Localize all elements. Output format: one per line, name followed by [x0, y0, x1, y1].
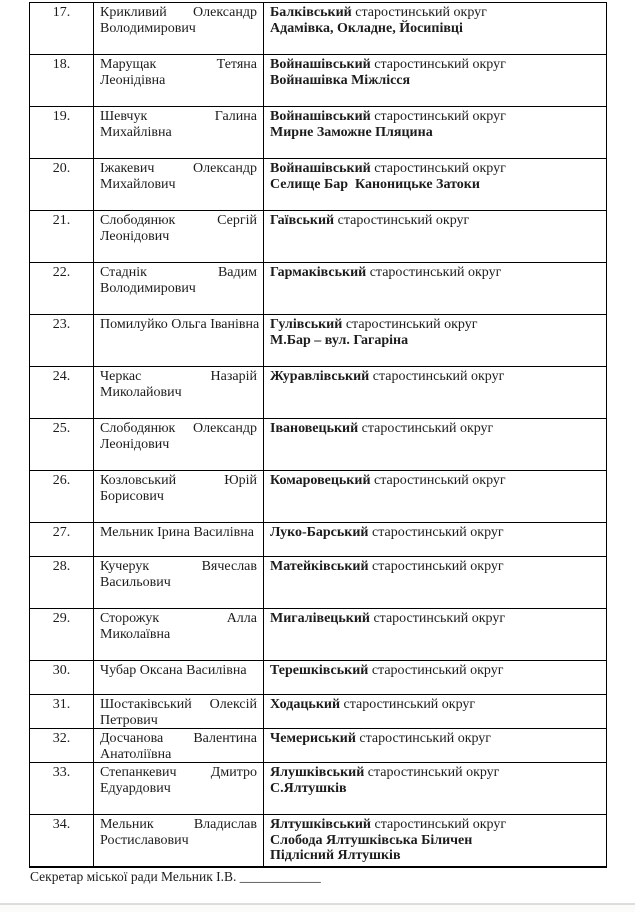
row-number-cell: 28.	[30, 557, 94, 609]
person-name-line: Мельник Владислав	[100, 817, 257, 832]
roster-table	[29, 2, 607, 868]
person-name-cell	[94, 159, 264, 211]
district-title: Журавлівський старостинський округ	[270, 369, 505, 384]
district-title: Чемериський старостинський округ	[270, 731, 492, 746]
district-cell	[264, 159, 607, 211]
person-name-cell	[94, 763, 264, 815]
person-name-cell	[94, 3, 264, 55]
secretary-signature-line	[30, 869, 321, 885]
district-cell	[264, 367, 607, 419]
person-name-line: Іжакевич Олександр	[100, 161, 257, 176]
table-row	[30, 695, 607, 729]
table-row	[30, 419, 607, 471]
table-row	[30, 55, 607, 107]
row-number-cell: 22.	[30, 263, 94, 315]
table-row	[30, 815, 607, 868]
person-name-line: Помилуйко Ольга Іванівна	[100, 317, 260, 332]
person-name-line: Михайлівна	[100, 124, 172, 140]
person-name-line: Марущак Тетяна	[100, 57, 257, 72]
table-row	[30, 763, 607, 815]
district-title: Івановецький старостинський округ	[270, 421, 494, 436]
district-cell	[264, 661, 607, 695]
district-settlements: С.Ялтушків	[270, 780, 347, 796]
table-row	[30, 609, 607, 661]
table-row	[30, 367, 607, 419]
row-number-cell: 30.	[30, 661, 94, 695]
table-row	[30, 523, 607, 557]
person-name-line: Досчанова Валентина	[100, 731, 257, 746]
person-name-cell	[94, 695, 264, 729]
person-name-line: Анатоліївна	[100, 746, 172, 762]
district-settlements: Підлісний Ялтушків	[270, 848, 401, 863]
district-settlements: Мирне Заможне Пляцина	[270, 124, 433, 140]
district-cell	[264, 55, 607, 107]
table-row	[30, 211, 607, 263]
person-name-line: Шостаківський Олексій	[100, 697, 257, 712]
person-name-line: Петрович	[100, 712, 158, 728]
person-name-cell	[94, 729, 264, 763]
row-number-cell: 29.	[30, 609, 94, 661]
row-number-cell: 21.	[30, 211, 94, 263]
person-name-line: Кучерук Вячеслав	[100, 559, 257, 574]
table-row	[30, 263, 607, 315]
district-title: Балківський старостинський округ	[270, 5, 487, 20]
row-number-cell: 18.	[30, 55, 94, 107]
district-title: Ялушківський старостинський округ	[270, 765, 500, 780]
district-title: Войнашівський старостинський округ	[270, 57, 506, 72]
district-title: Матейківський старостинський округ	[270, 559, 504, 574]
row-number-cell: 19.	[30, 107, 94, 159]
district-cell	[264, 3, 607, 55]
person-name-line: Володимирович	[100, 280, 196, 296]
person-name-cell	[94, 523, 264, 557]
person-name-line: Миколайович	[100, 384, 182, 400]
district-title: Ходацький старостинський округ	[270, 697, 476, 712]
person-name-line: Ростиславович	[100, 832, 189, 848]
person-name-line: Леонідівна	[100, 72, 166, 88]
district-cell	[264, 419, 607, 471]
signature-blank: ____________	[239, 869, 321, 884]
row-number-cell: 33.	[30, 763, 94, 815]
district-settlements: Войнашівка Міжлісся	[270, 72, 411, 88]
person-name-line: Шевчук Галина	[100, 109, 257, 124]
row-number-cell: 24.	[30, 367, 94, 419]
district-title: Гулівський старостинський округ	[270, 317, 478, 332]
row-number-cell: 17.	[30, 3, 94, 55]
person-name-cell	[94, 419, 264, 471]
district-cell	[264, 211, 607, 263]
person-name-cell	[94, 609, 264, 661]
page-bottom-edge	[0, 903, 635, 912]
person-name-cell	[94, 367, 264, 419]
person-name-line: Миколаївна	[100, 626, 171, 642]
district-title: Войнашівський старостинський округ	[270, 161, 506, 176]
district-title: Мигалівецький старостинський округ	[270, 611, 506, 626]
district-cell	[264, 107, 607, 159]
row-number-cell: 34.	[30, 815, 94, 868]
table-row	[30, 315, 607, 367]
person-name-line: Михайлович	[100, 176, 176, 192]
person-name-line: Козловський Юрій	[100, 473, 257, 488]
district-title: Ялтушківський старостинський округ	[270, 817, 507, 832]
district-title: Терешківський старостинський округ	[270, 663, 504, 678]
person-name-line: Слободянюк Сергій	[100, 213, 257, 228]
district-cell	[264, 815, 607, 868]
district-title: Войнашівський старостинський округ	[270, 109, 506, 124]
person-name-line: Васильович	[100, 574, 171, 590]
district-cell	[264, 523, 607, 557]
secretary-label: Секретар міської ради Мельник І.В.	[30, 869, 240, 884]
district-cell	[264, 471, 607, 523]
person-name-line: Сторожук Алла	[100, 611, 257, 626]
person-name-cell	[94, 557, 264, 609]
district-settlements: М.Бар – вул. Гагаріна	[270, 332, 409, 348]
person-name-line: Стаднік Вадим	[100, 265, 257, 280]
district-cell	[264, 729, 607, 763]
person-name-line: Черкас Назарій	[100, 369, 257, 384]
person-name-line: Слободянюк Олександр	[100, 421, 257, 436]
district-title: Гармаківський старостинський округ	[270, 265, 502, 280]
person-name-cell	[94, 471, 264, 523]
district-settlements: Селище Бар Каноницьке Затоки	[270, 176, 480, 192]
district-settlements: Слобода Ялтушківська Біличен	[270, 832, 473, 848]
person-name-line: Борисович	[100, 488, 164, 504]
district-cell	[264, 315, 607, 367]
row-number-cell: 26.	[30, 471, 94, 523]
district-cell	[264, 763, 607, 815]
table-row	[30, 3, 607, 55]
person-name-line: Леонідович	[100, 436, 170, 452]
row-number-cell: 27.	[30, 523, 94, 557]
table-row	[30, 661, 607, 695]
person-name-line: Леонідович	[100, 228, 170, 244]
roster-table-body	[30, 3, 607, 868]
table-row	[30, 557, 607, 609]
row-number-cell: 20.	[30, 159, 94, 211]
person-name-cell	[94, 211, 264, 263]
district-title: Комаровецький старостинський округ	[270, 473, 506, 488]
person-name-line: Чубар Оксана Василівна	[100, 663, 247, 678]
person-name-line: Володимирович	[100, 20, 196, 36]
person-name-cell	[94, 263, 264, 315]
row-number-cell: 32.	[30, 729, 94, 763]
row-number-cell: 25.	[30, 419, 94, 471]
district-cell	[264, 695, 607, 729]
table-row	[30, 471, 607, 523]
row-number-cell: 23.	[30, 315, 94, 367]
person-name-cell	[94, 107, 264, 159]
person-name-cell	[94, 55, 264, 107]
table-row	[30, 729, 607, 763]
person-name-line: Едуардович	[100, 780, 171, 796]
district-title: Луко-Барський старостинський округ	[270, 525, 504, 540]
person-name-cell	[94, 815, 264, 868]
district-cell	[264, 609, 607, 661]
person-name-cell	[94, 315, 264, 367]
person-name-line: Степанкевич Дмитро	[100, 765, 257, 780]
row-number-cell: 31.	[30, 695, 94, 729]
district-cell	[264, 557, 607, 609]
person-name-cell	[94, 661, 264, 695]
district-cell	[264, 263, 607, 315]
district-settlements: Адамівка, Окладне, Йосипівці	[270, 20, 463, 36]
district-title: Гаївський старостинський округ	[270, 213, 470, 228]
person-name-line: Крикливий Олександр	[100, 5, 257, 20]
table-row	[30, 159, 607, 211]
table-row	[30, 107, 607, 159]
person-name-line: Мельник Ірина Василівна	[100, 525, 254, 540]
